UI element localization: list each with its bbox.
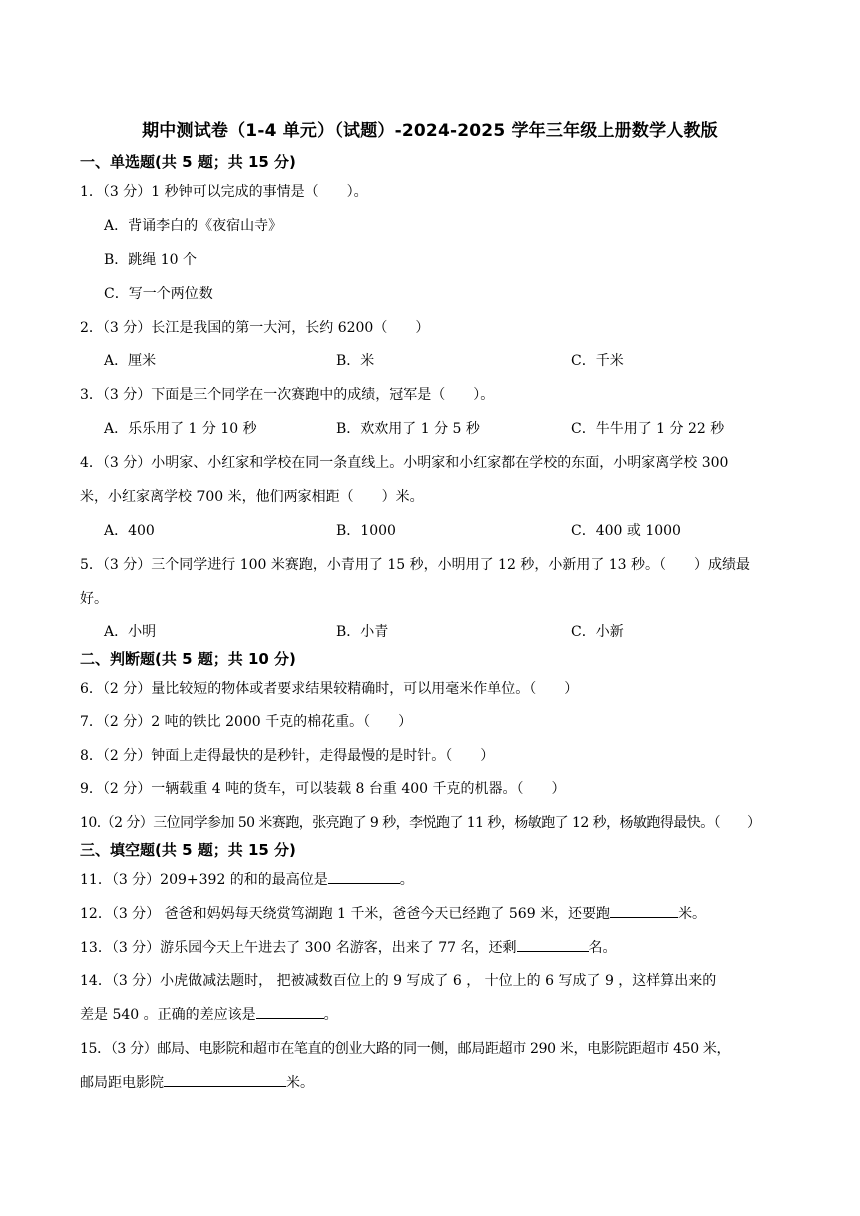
question-5-option-c: C．小新	[571, 624, 624, 640]
question-1-option-b: B．跳绳 10 个	[104, 252, 198, 268]
question-1-option-a: A．背诵李白的《夜宿山寺》	[104, 218, 283, 234]
question-12-text: 12．（3 分） 爸爸和妈妈每天绕赏笃湖跑 1 千米，爸爸今天已经跑了 569 米，还要跑	[80, 906, 611, 922]
question-1-stem: 1．（3 分）1 秒钟可以完成的事情是（ ）。	[80, 184, 368, 200]
answer-blank[interactable]	[328, 869, 400, 884]
answer-blank[interactable]	[610, 903, 678, 918]
question-1-option-c: C．写一个两位数	[104, 286, 213, 302]
question-4-stem: 4．（3 分）小明家、小红家和学校在同一条直线上。小明家和小红家都在学校的东面，小明家离学校 300	[80, 455, 729, 471]
question-3-option-a: A．乐乐用了 1 分 10 秒	[104, 421, 257, 437]
page-title: 期中测试卷（1-4 单元）（试题）-2024-2025 学年三年级上册数学人教版	[142, 121, 718, 141]
question-9: 9．（2 分）一辆载重 4 吨的货车，可以装载 8 台重 400 千克的机器。（ ）	[80, 781, 566, 797]
question-4-stem-continued: 米，小红家离学校 700 米，他们两家相距（ ）米。	[80, 489, 424, 505]
question-5-stem: 5．（3 分）三个同学进行 100 米赛跑，小青用了 15 秒，小明用了 12 秒，小新用了 13 秒。（ ）成绩最	[80, 557, 751, 573]
question-7: 7．（2 分）2 吨的铁比 2000 千克的棉花重。（ ）	[80, 714, 413, 730]
question-14-stem: 14．（3 分）小虎做减法题时， 把被减数百位上的 9 写成了 6 ， 十位上的 6 写成了 9 ，这样算出来的	[80, 973, 717, 989]
question-11-text: 11．（3 分）209+392 的和的最高位是	[80, 872, 328, 888]
question-14	[80, 1004, 338, 1024]
question-11-suffix: 。	[399, 872, 414, 888]
question-11	[80, 869, 414, 889]
question-5-stem-continued: 好。	[80, 591, 108, 607]
question-6: 6．（2 分）量比较短的物体或者要求结果较精确时，可以用毫米作单位。（ ）	[80, 681, 579, 697]
question-8: 8．（2 分）钟面上走得最快的是秒针，走得最慢的是时针。（ ）	[80, 748, 495, 764]
question-15-suffix: 米。	[286, 1075, 314, 1091]
question-10: 10.（2 分）三位同学参加 50 米赛跑，张亮跑了 9 秒，李悦跑了 11 秒，杨敏跑了 12 秒，杨敏跑得最快。（ ）	[80, 815, 761, 831]
question-4-option-c: C．400 或 1000	[571, 523, 681, 539]
section-heading-fill-in: 三、填空题(共 5 题；共 15 分)	[80, 841, 296, 859]
question-4-option-a: A．400	[104, 523, 155, 539]
question-2-option-b: B．米	[336, 353, 375, 369]
question-4-option-b: B．1000	[336, 523, 396, 539]
question-13-text: 13．（3 分）游乐园今天上午进去了 300 名游客，出来了 77 名，还剩	[80, 940, 517, 956]
question-2-stem: 2．（3 分）长江是我国的第一大河，长约 6200（ ）	[80, 320, 430, 336]
question-3-option-b: B．欢欢用了 1 分 5 秒	[336, 421, 480, 437]
answer-blank[interactable]	[164, 1072, 286, 1087]
question-15	[80, 1072, 314, 1092]
answer-blank[interactable]	[517, 937, 589, 952]
question-2-option-a: A．厘米	[104, 353, 157, 369]
question-13	[80, 937, 617, 957]
question-5-option-b: B．小青	[336, 624, 389, 640]
question-12-suffix: 米。	[678, 906, 707, 922]
question-3-option-c: C．牛牛用了 1 分 22 秒	[571, 421, 725, 437]
question-14-suffix: 。	[323, 1007, 338, 1023]
question-5-option-a: A．小明	[104, 624, 157, 640]
question-2-option-c: C．千米	[571, 353, 624, 369]
section-heading-single-choice: 一、单选题(共 5 题；共 15 分)	[80, 153, 296, 171]
question-15-stem: 15．（3 分）邮局、电影院和超市在笔直的创业大路的同一侧，邮局距超市 290 米，电影院距超市 450 米，	[80, 1041, 731, 1057]
answer-blank[interactable]	[256, 1004, 324, 1019]
question-3-stem: 3．（3 分）下面是三个同学在一次赛跑中的成绩，冠军是（ ）。	[80, 387, 495, 403]
question-13-suffix: 名。	[588, 940, 617, 956]
section-heading-true-false: 二、判断题(共 5 题；共 10 分)	[80, 650, 296, 668]
question-15-text: 邮局距电影院	[80, 1075, 164, 1091]
question-14-text: 差是 540 。正确的差应该是	[80, 1007, 256, 1023]
question-12	[80, 903, 706, 923]
